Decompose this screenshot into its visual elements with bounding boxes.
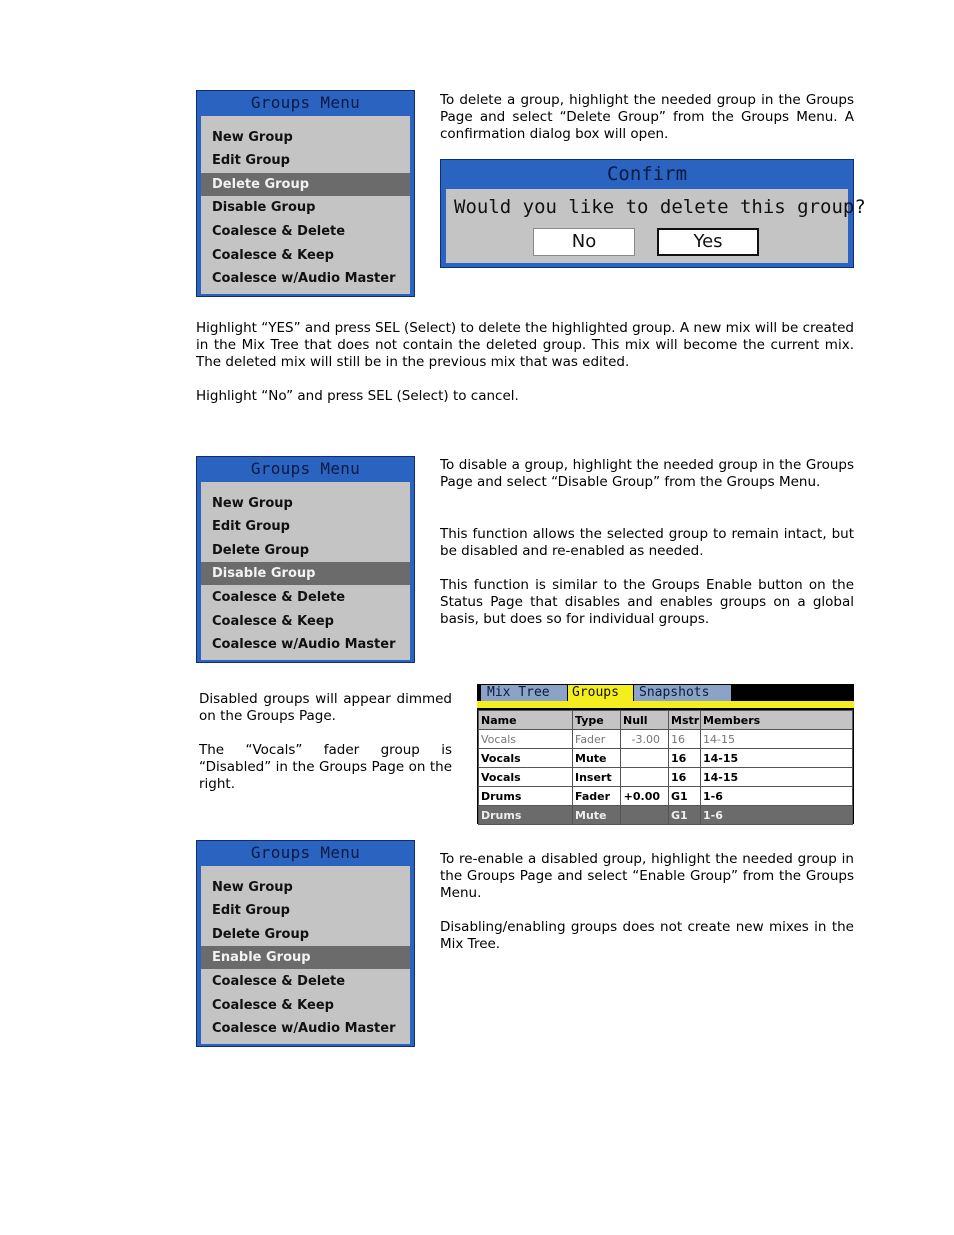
tab-groups[interactable]: Groups: [568, 685, 633, 701]
header-type: Type: [573, 711, 621, 730]
menu-item-delete-group[interactable]: Delete Group: [212, 543, 310, 558]
cell-type: Fader: [573, 730, 621, 749]
menu-item-coalesce-keep[interactable]: Coalesce & Keep: [212, 248, 334, 263]
cell-type: Mute: [573, 749, 621, 768]
cell-members: 1-6: [701, 806, 853, 825]
menu-item-coalesce-delete[interactable]: Coalesce & Delete: [212, 974, 346, 989]
cell-type: Insert: [573, 768, 621, 787]
menu-item-coalesce-delete[interactable]: Coalesce & Delete: [212, 590, 346, 605]
cell-mstr: 16: [669, 768, 701, 787]
menu-item-edit-group[interactable]: Edit Group: [212, 903, 290, 918]
groups-menu-title: Groups Menu: [250, 93, 361, 112]
groups-menu-items: [201, 482, 410, 660]
cell-name: Drums: [479, 787, 573, 806]
menu-item-delete-group[interactable]: Delete Group: [212, 927, 310, 942]
disable-function-note: This function allows the selected group to remain intact, but be disabled and re-enabled as needed.: [440, 526, 854, 559]
menu-item-coalesce-audio-master[interactable]: Coalesce w/Audio Master: [212, 1021, 396, 1036]
menu-item-edit-group[interactable]: Edit Group: [212, 153, 290, 168]
groups-page: [477, 684, 854, 824]
menu-item-coalesce-delete[interactable]: Coalesce & Delete: [212, 224, 346, 239]
cell-mstr: G1: [669, 787, 701, 806]
table-row[interactable]: [479, 806, 853, 825]
confirm-dialog: [440, 159, 866, 268]
groups-menu-title: Groups Menu: [250, 843, 361, 862]
cell-members: 14-15: [701, 730, 853, 749]
yes-button[interactable]: Yes: [657, 228, 759, 256]
delete-instructions: To delete a group, highlight the needed group in the Groups Page and select “Delete Group” from the Groups Menu. A confirmation dialog box will open.: [440, 92, 854, 142]
tab-mix-tree[interactable]: Mix Tree: [481, 685, 567, 701]
menu-item-coalesce-audio-master[interactable]: Coalesce w/Audio Master: [212, 271, 396, 286]
cell-mstr: G1: [669, 806, 701, 825]
groups-menu-delete: [196, 90, 415, 297]
no-button[interactable]: No: [533, 228, 635, 256]
cell-null: -3.00: [621, 730, 669, 749]
menu-item-edit-group[interactable]: Edit Group: [212, 519, 290, 534]
delete-no-explanation: Highlight “No” and press SEL (Select) to cancel.: [196, 388, 519, 404]
reenable-instructions: To re-enable a disabled group, highlight the needed group in the Groups Page and select “Enable Group” from the Groups Menu.: [440, 851, 854, 901]
menu-item-new-group[interactable]: New Group: [212, 880, 293, 895]
cell-null: +0.00: [621, 787, 669, 806]
cell-null: [621, 749, 669, 768]
mix-tree-note: Disabling/enabling groups does not create new mixes in the Mix Tree.: [440, 919, 854, 952]
table-row[interactable]: [479, 768, 853, 787]
menu-item-coalesce-audio-master[interactable]: Coalesce w/Audio Master: [212, 637, 396, 652]
cell-members: 14-15: [701, 749, 853, 768]
table-row[interactable]: [479, 787, 853, 806]
header-null: Null: [621, 711, 669, 730]
table-header-row: [479, 711, 853, 730]
menu-item-coalesce-keep[interactable]: Coalesce & Keep: [212, 998, 334, 1013]
cell-name: Vocals: [479, 730, 573, 749]
cell-members: 14-15: [701, 768, 853, 787]
menu-item-disable-group[interactable]: Disable Group: [212, 200, 316, 215]
groups-table: [478, 710, 853, 825]
cell-type: Mute: [573, 806, 621, 825]
menu-item-disable-group[interactable]: Disable Group: [201, 562, 410, 585]
cell-null: [621, 806, 669, 825]
cell-members: 1-6: [701, 787, 853, 806]
menu-item-new-group[interactable]: New Group: [212, 130, 293, 145]
disable-similarity-note: This function is similar to the Groups Enable button on the Status Page that disables and enables groups on a global basis, but does so for individual groups.: [440, 577, 854, 627]
menu-item-delete-group[interactable]: Delete Group: [201, 173, 410, 196]
tab-snapshots[interactable]: Snapshots: [634, 685, 731, 701]
header-mstr: Mstr: [669, 711, 701, 730]
disable-instructions: To disable a group, highlight the needed group in the Groups Page and select “Disable Group” from the Groups Menu.: [440, 457, 854, 490]
header-name: Name: [479, 711, 573, 730]
cell-name: Drums: [479, 806, 573, 825]
confirm-question: Would you like to delete this group?: [454, 196, 866, 218]
table-row[interactable]: [479, 749, 853, 768]
menu-item-enable-group[interactable]: Enable Group: [201, 946, 410, 969]
cell-type: Fader: [573, 787, 621, 806]
cell-mstr: 16: [669, 730, 701, 749]
header-members: Members: [701, 711, 853, 730]
tab-underline: [477, 701, 854, 708]
delete-yes-explanation: Highlight “YES” and press SEL (Select) to delete the highlighted group. A new mix will be created in the Mix Tree that does not contain the deleted group. This mix will become the current mix. The deleted mix will still be in the previous mix that was edited.: [196, 320, 854, 370]
dimmed-groups-note: Disabled groups will appear dimmed on the Groups Page.: [199, 691, 452, 724]
confirm-body: [446, 189, 866, 263]
menu-item-coalesce-keep[interactable]: Coalesce & Keep: [212, 614, 334, 629]
cell-mstr: 16: [669, 749, 701, 768]
cell-null: [621, 768, 669, 787]
confirm-title: Confirm: [606, 163, 688, 185]
table-row[interactable]: [479, 730, 853, 749]
groups-table-container: [478, 710, 853, 823]
menu-item-new-group[interactable]: New Group: [212, 496, 293, 511]
groups-menu-items: [201, 116, 410, 294]
vocals-disabled-note: The “Vocals” fader group is “Disabled” in the Groups Page on the right.: [199, 742, 452, 792]
groups-menu-title: Groups Menu: [250, 459, 361, 478]
groups-menu-enable: [196, 840, 415, 1047]
cell-name: Vocals: [479, 768, 573, 787]
cell-name: Vocals: [479, 749, 573, 768]
groups-menu-disable: [196, 456, 415, 663]
groups-menu-items: [201, 866, 410, 1044]
